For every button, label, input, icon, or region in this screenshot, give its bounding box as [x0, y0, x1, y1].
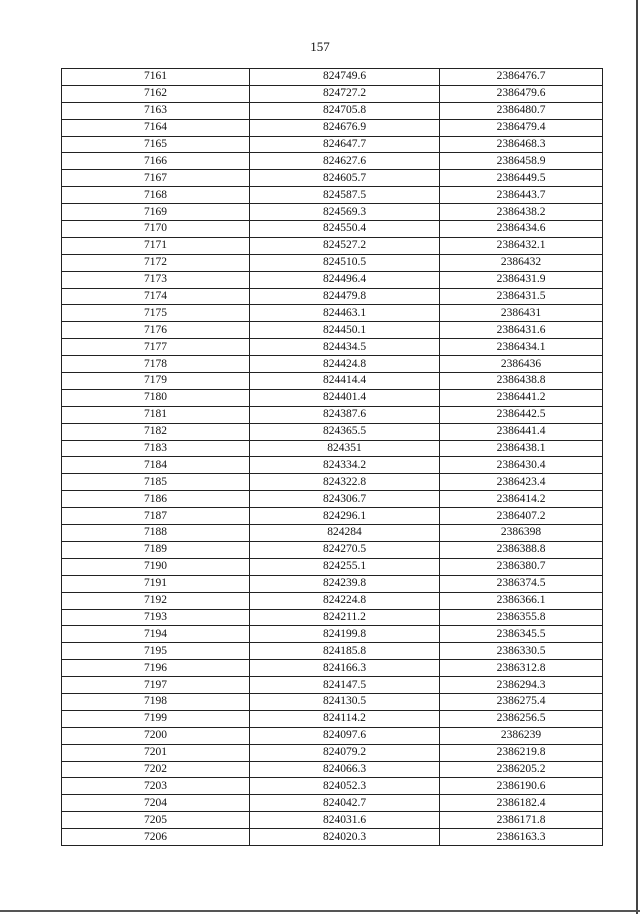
- x-coordinate-cell: 824166.3: [250, 660, 440, 677]
- table-row: [62, 457, 603, 474]
- x-coordinate-cell: 824587.5: [250, 187, 440, 204]
- point-id-cell: 7163: [62, 102, 250, 119]
- coordinates-table: [61, 68, 603, 846]
- x-coordinate-cell: 824199.8: [250, 626, 440, 643]
- y-coordinate-cell: 2386434.1: [440, 339, 603, 356]
- y-coordinate-cell: 2386479.4: [440, 119, 603, 136]
- x-coordinate-cell: 824550.4: [250, 221, 440, 238]
- y-coordinate-cell: 2386441.2: [440, 389, 603, 406]
- point-id-cell: 7189: [62, 541, 250, 558]
- point-id-cell: 7195: [62, 643, 250, 660]
- point-id-cell: 7162: [62, 85, 250, 102]
- table-row: [62, 744, 603, 761]
- y-coordinate-cell: 2386374.5: [440, 575, 603, 592]
- y-coordinate-cell: 2386380.7: [440, 558, 603, 575]
- point-id-cell: 7199: [62, 710, 250, 727]
- table-row: [62, 677, 603, 694]
- x-coordinate-cell: 824224.8: [250, 592, 440, 609]
- x-coordinate-cell: 824322.8: [250, 474, 440, 491]
- table-row: [62, 69, 603, 86]
- point-id-cell: 7205: [62, 812, 250, 829]
- table-row: [62, 778, 603, 795]
- x-coordinate-cell: 824401.4: [250, 389, 440, 406]
- table-row: [62, 508, 603, 525]
- x-coordinate-cell: 824306.7: [250, 491, 440, 508]
- x-coordinate-cell: 824450.1: [250, 322, 440, 339]
- y-coordinate-cell: 2386330.5: [440, 643, 603, 660]
- table-row: [62, 373, 603, 390]
- point-id-cell: 7182: [62, 423, 250, 440]
- table-row: [62, 727, 603, 744]
- point-id-cell: 7187: [62, 508, 250, 525]
- y-coordinate-cell: 2386355.8: [440, 609, 603, 626]
- x-coordinate-cell: 824334.2: [250, 457, 440, 474]
- point-id-cell: 7179: [62, 373, 250, 390]
- y-coordinate-cell: 2386438.8: [440, 373, 603, 390]
- table-row: [62, 136, 603, 153]
- y-coordinate-cell: 2386449.5: [440, 170, 603, 187]
- table-row: [62, 170, 603, 187]
- x-coordinate-cell: 824031.6: [250, 812, 440, 829]
- point-id-cell: 7165: [62, 136, 250, 153]
- table-row: [62, 829, 603, 846]
- x-coordinate-cell: 824042.7: [250, 795, 440, 812]
- y-coordinate-cell: 2386431.5: [440, 288, 603, 305]
- x-coordinate-cell: 824627.6: [250, 153, 440, 170]
- x-coordinate-cell: 824510.5: [250, 254, 440, 271]
- y-coordinate-cell: 2386407.2: [440, 508, 603, 525]
- table-row: [62, 356, 603, 373]
- y-coordinate-cell: 2386398: [440, 525, 603, 542]
- x-coordinate-cell: 824052.3: [250, 778, 440, 795]
- table-row: [62, 187, 603, 204]
- table-row: [62, 643, 603, 660]
- x-coordinate-cell: 824496.4: [250, 271, 440, 288]
- y-coordinate-cell: 2386480.7: [440, 102, 603, 119]
- x-coordinate-cell: 824414.4: [250, 373, 440, 390]
- point-id-cell: 7185: [62, 474, 250, 491]
- y-coordinate-cell: 2386431.9: [440, 271, 603, 288]
- table-row: [62, 609, 603, 626]
- point-id-cell: 7180: [62, 389, 250, 406]
- x-coordinate-cell: 824676.9: [250, 119, 440, 136]
- table-row: [62, 153, 603, 170]
- point-id-cell: 7175: [62, 305, 250, 322]
- x-coordinate-cell: 824066.3: [250, 761, 440, 778]
- y-coordinate-cell: 2386256.5: [440, 710, 603, 727]
- point-id-cell: 7197: [62, 677, 250, 694]
- x-coordinate-cell: 824569.3: [250, 204, 440, 221]
- y-coordinate-cell: 2386443.7: [440, 187, 603, 204]
- point-id-cell: 7186: [62, 491, 250, 508]
- y-coordinate-cell: 2386468.3: [440, 136, 603, 153]
- point-id-cell: 7174: [62, 288, 250, 305]
- point-id-cell: 7192: [62, 592, 250, 609]
- x-coordinate-cell: 824434.5: [250, 339, 440, 356]
- table-row: [62, 474, 603, 491]
- table-row: [62, 440, 603, 457]
- point-id-cell: 7176: [62, 322, 250, 339]
- x-coordinate-cell: 824270.5: [250, 541, 440, 558]
- table-row: [62, 525, 603, 542]
- table-row: [62, 592, 603, 609]
- table-row: [62, 271, 603, 288]
- y-coordinate-cell: 2386430.4: [440, 457, 603, 474]
- table-row: [62, 761, 603, 778]
- x-coordinate-cell: 824020.3: [250, 829, 440, 846]
- table-row: [62, 423, 603, 440]
- x-coordinate-cell: 824079.2: [250, 744, 440, 761]
- table-row: [62, 322, 603, 339]
- y-coordinate-cell: 2386423.4: [440, 474, 603, 491]
- scan-edge-right: [636, 0, 638, 914]
- x-coordinate-cell: 824255.1: [250, 558, 440, 575]
- table-row: [62, 339, 603, 356]
- point-id-cell: 7168: [62, 187, 250, 204]
- y-coordinate-cell: 2386163.3: [440, 829, 603, 846]
- table-row: [62, 102, 603, 119]
- y-coordinate-cell: 2386275.4: [440, 693, 603, 710]
- y-coordinate-cell: 2386182.4: [440, 795, 603, 812]
- point-id-cell: 7200: [62, 727, 250, 744]
- table-row: [62, 558, 603, 575]
- y-coordinate-cell: 2386366.1: [440, 592, 603, 609]
- table-row: [62, 119, 603, 136]
- x-coordinate-cell: 824130.5: [250, 693, 440, 710]
- table-row: [62, 626, 603, 643]
- point-id-cell: 7204: [62, 795, 250, 812]
- y-coordinate-cell: 2386479.6: [440, 85, 603, 102]
- point-id-cell: 7169: [62, 204, 250, 221]
- point-id-cell: 7191: [62, 575, 250, 592]
- x-coordinate-cell: 824365.5: [250, 423, 440, 440]
- point-id-cell: 7166: [62, 153, 250, 170]
- point-id-cell: 7193: [62, 609, 250, 626]
- x-coordinate-cell: 824463.1: [250, 305, 440, 322]
- x-coordinate-cell: 824647.7: [250, 136, 440, 153]
- table-row: [62, 254, 603, 271]
- y-coordinate-cell: 2386434.6: [440, 221, 603, 238]
- point-id-cell: 7171: [62, 237, 250, 254]
- y-coordinate-cell: 2386190.6: [440, 778, 603, 795]
- y-coordinate-cell: 2386219.8: [440, 744, 603, 761]
- x-coordinate-cell: 824284: [250, 525, 440, 542]
- table-row: [62, 710, 603, 727]
- x-coordinate-cell: 824479.8: [250, 288, 440, 305]
- point-id-cell: 7167: [62, 170, 250, 187]
- table-row: [62, 812, 603, 829]
- point-id-cell: 7184: [62, 457, 250, 474]
- table-row: [62, 693, 603, 710]
- y-coordinate-cell: 2386432.1: [440, 237, 603, 254]
- y-coordinate-cell: 2386436: [440, 356, 603, 373]
- x-coordinate-cell: 824387.6: [250, 406, 440, 423]
- point-id-cell: 7202: [62, 761, 250, 778]
- table-row: [62, 288, 603, 305]
- point-id-cell: 7183: [62, 440, 250, 457]
- point-id-cell: 7177: [62, 339, 250, 356]
- page-number: 157: [310, 39, 330, 54]
- point-id-cell: 7170: [62, 221, 250, 238]
- y-coordinate-cell: 2386312.8: [440, 660, 603, 677]
- point-id-cell: 7190: [62, 558, 250, 575]
- point-id-cell: 7178: [62, 356, 250, 373]
- point-id-cell: 7203: [62, 778, 250, 795]
- y-coordinate-cell: 2386438.1: [440, 440, 603, 457]
- point-id-cell: 7173: [62, 271, 250, 288]
- point-id-cell: 7161: [62, 69, 250, 86]
- x-coordinate-cell: 824424.8: [250, 356, 440, 373]
- y-coordinate-cell: 2386345.5: [440, 626, 603, 643]
- y-coordinate-cell: 2386205.2: [440, 761, 603, 778]
- table-row: [62, 204, 603, 221]
- table-row: [62, 406, 603, 423]
- x-coordinate-cell: 824296.1: [250, 508, 440, 525]
- x-coordinate-cell: 824239.8: [250, 575, 440, 592]
- point-id-cell: 7196: [62, 660, 250, 677]
- y-coordinate-cell: 2386441.4: [440, 423, 603, 440]
- x-coordinate-cell: 824185.8: [250, 643, 440, 660]
- point-id-cell: 7206: [62, 829, 250, 846]
- table-row: [62, 85, 603, 102]
- x-coordinate-cell: 824114.2: [250, 710, 440, 727]
- y-coordinate-cell: 2386442.5: [440, 406, 603, 423]
- y-coordinate-cell: 2386476.7: [440, 69, 603, 86]
- x-coordinate-cell: 824749.6: [250, 69, 440, 86]
- point-id-cell: 7181: [62, 406, 250, 423]
- table-row: [62, 237, 603, 254]
- y-coordinate-cell: 2386171.8: [440, 812, 603, 829]
- point-id-cell: 7198: [62, 693, 250, 710]
- x-coordinate-cell: 824351: [250, 440, 440, 457]
- x-coordinate-cell: 824727.2: [250, 85, 440, 102]
- table-row: [62, 575, 603, 592]
- x-coordinate-cell: 824097.6: [250, 727, 440, 744]
- point-id-cell: 7164: [62, 119, 250, 136]
- x-coordinate-cell: 824705.8: [250, 102, 440, 119]
- x-coordinate-cell: 824527.2: [250, 237, 440, 254]
- table-row: [62, 491, 603, 508]
- point-id-cell: 7194: [62, 626, 250, 643]
- point-id-cell: 7188: [62, 525, 250, 542]
- y-coordinate-cell: 2386239: [440, 727, 603, 744]
- x-coordinate-cell: 824211.2: [250, 609, 440, 626]
- point-id-cell: 7172: [62, 254, 250, 271]
- table-row: [62, 541, 603, 558]
- coordinates-table-body: [62, 69, 603, 846]
- x-coordinate-cell: 824605.7: [250, 170, 440, 187]
- table-row: [62, 389, 603, 406]
- scan-edge-bottom: [0, 910, 640, 912]
- y-coordinate-cell: 2386414.2: [440, 491, 603, 508]
- point-id-cell: 7201: [62, 744, 250, 761]
- y-coordinate-cell: 2386431.6: [440, 322, 603, 339]
- table-row: [62, 795, 603, 812]
- table-row: [62, 660, 603, 677]
- x-coordinate-cell: 824147.5: [250, 677, 440, 694]
- y-coordinate-cell: 2386458.9: [440, 153, 603, 170]
- table-row: [62, 305, 603, 322]
- y-coordinate-cell: 2386438.2: [440, 204, 603, 221]
- y-coordinate-cell: 2386431: [440, 305, 603, 322]
- y-coordinate-cell: 2386388.8: [440, 541, 603, 558]
- table-row: [62, 221, 603, 238]
- y-coordinate-cell: 2386432: [440, 254, 603, 271]
- y-coordinate-cell: 2386294.3: [440, 677, 603, 694]
